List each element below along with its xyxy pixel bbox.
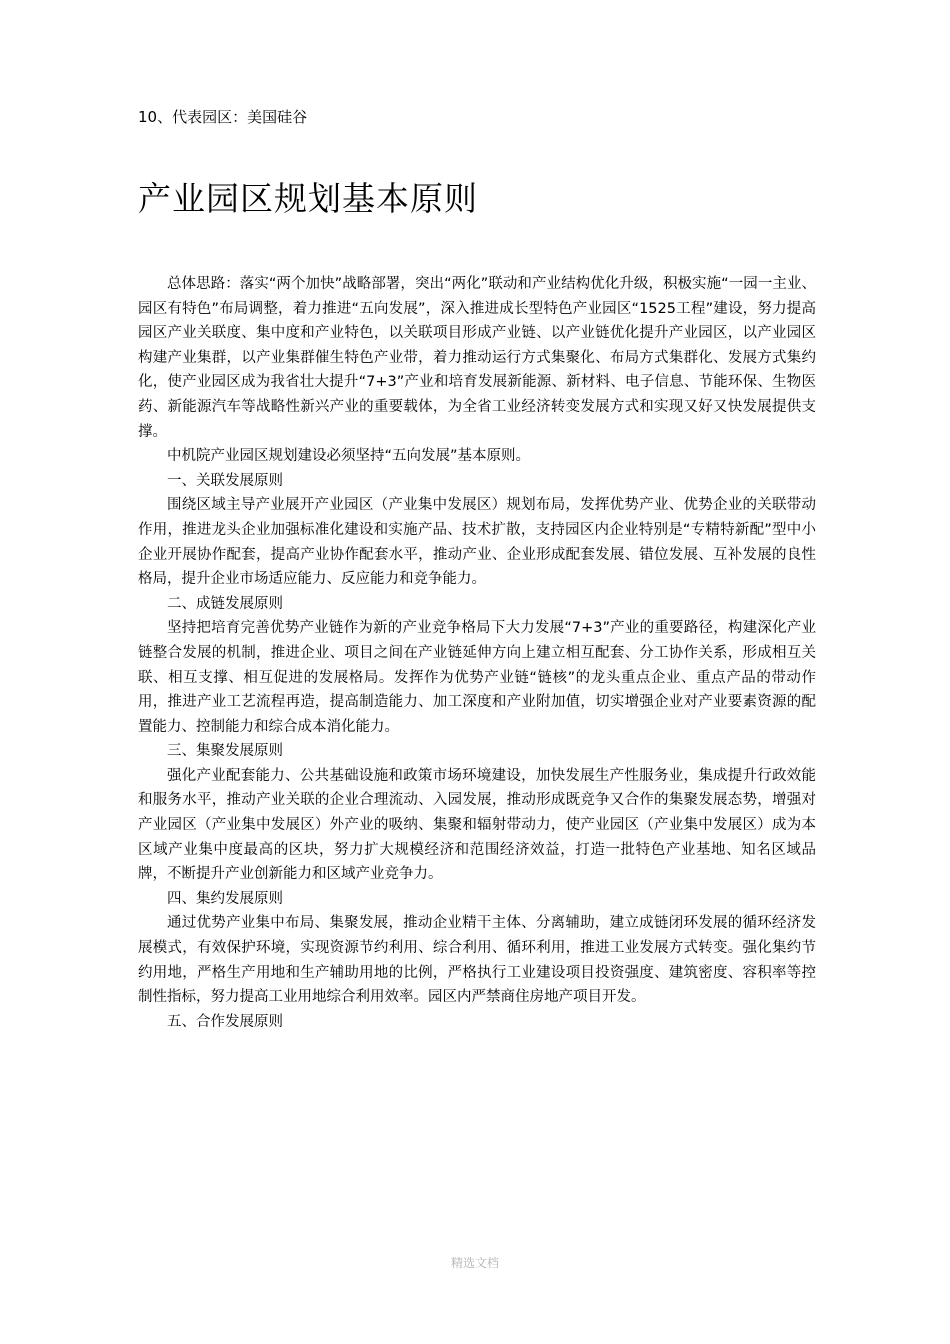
paragraph-principles-intro: 中机院产业园区规划建设必须坚持“五向发展”基本原则。: [167, 448, 531, 465]
paragraph-linkage: 围绕区域主导产业展开产业园区（产业集中发展区）规划布局，发挥优势产业、优势企业的关联带动作用，推进龙头企业加强标准化建设和实施产品、技术扩散，支持园区内企业特别是“专精特新配”型中小企业开展协作配套，提高产业协作配套水平，推动产业、企业形成配套发展、错位发展、互补发展的良性格局，提升企业市场适应能力、反应能力和竞争能力。: [138, 497, 816, 588]
representative-park-line: 10、代表园区：美国硅谷: [138, 108, 308, 126]
footer-watermark: 精选文档: [451, 1256, 500, 1270]
section-heading-intensive: 四、集约发展原则: [167, 890, 283, 907]
document-body: [138, 272, 816, 1034]
paragraph-overall-approach: 总体思路：落实“两个加快”战略部署，突出“两化”联动和产业结构优化升级，积极实施“一园一主业、园区有特色”布局调整，着力推进“五向发展”，深入推进成长型特色产业园区“1525工程”建设，努力提高园区产业关联度、集中度和产业特色，以关联项目形成产业链、以产业链优化提升产业园区，以产业园区构建产业集群，以产业集群催生特色产业带，着力推动运行方式集聚化、布局方式集群化、发展方式集约化，使产业园区成为我省壮大提升“7+3”产业和培育发展新能源、新材料、电子信息、节能环保、生物医药、新能源汽车等战略性新兴产业的重要载体，为全省工业经济转变发展方式和实现又好又快发展提供支撑。: [138, 276, 816, 440]
paragraph-chain: 坚持把培育完善优势产业链作为新的产业竞争格局下大力发展“7+3”产业的重要路径，构建深化产业链整合发展的机制，推进企业、项目之间在产业链延伸方向上建立相互配套、分工协作关系，形成相互关联、相互支撑、相互促进的发展格局。发挥作为优势产业链“链核”的龙头重点企业、重点产品的带动作用，推进产业工艺流程再造，提高制造能力、加工深度和产业附加值，切实增强企业对产业要素资源的配置能力、控制能力和综合成本消化能力。: [138, 620, 816, 735]
section-heading-chain: 二、成链发展原则: [167, 595, 283, 612]
section-heading-cooperation: 五、合作发展原则: [167, 1013, 283, 1030]
paragraph-intensive: 通过优势产业集中布局、集聚发展，推动企业精干主体、分离辅助，建立成链闭环发展的循环经济发展模式，有效保护环境，实现资源节约利用、综合利用、循环利用，推进工业发展方式转变。强化集约节约用地，严格生产用地和生产辅助用地的比例，严格执行工业建设项目投资强度、建筑密度、容积率等控制性指标，努力提高工业用地综合利用效率。园区内严禁商住房地产项目开发。: [138, 915, 816, 1006]
page-title: 产业园区规划基本原则: [138, 179, 478, 218]
section-heading-linkage: 一、关联发展原则: [167, 472, 283, 489]
section-heading-agglomeration: 三、集聚发展原则: [167, 743, 283, 760]
paragraph-agglomeration: 强化产业配套能力、公共基础设施和政策市场环境建设，加快发展生产性服务业，集成提升行政效能和服务水平，推动产业关联的企业合理流动、入园发展，推动形成既竞争又合作的集聚发展态势，增强对产业园区（产业集中发展区）外产业的吸纳、集聚和辐射带动力，使产业园区（产业集中发展区）成为本区域产业集中度最高的区块，努力扩大规模经济和范围经济效益，打造一批特色产业基地、知名区域品牌，不断提升产业创新能力和区域产业竞争力。: [138, 767, 816, 883]
